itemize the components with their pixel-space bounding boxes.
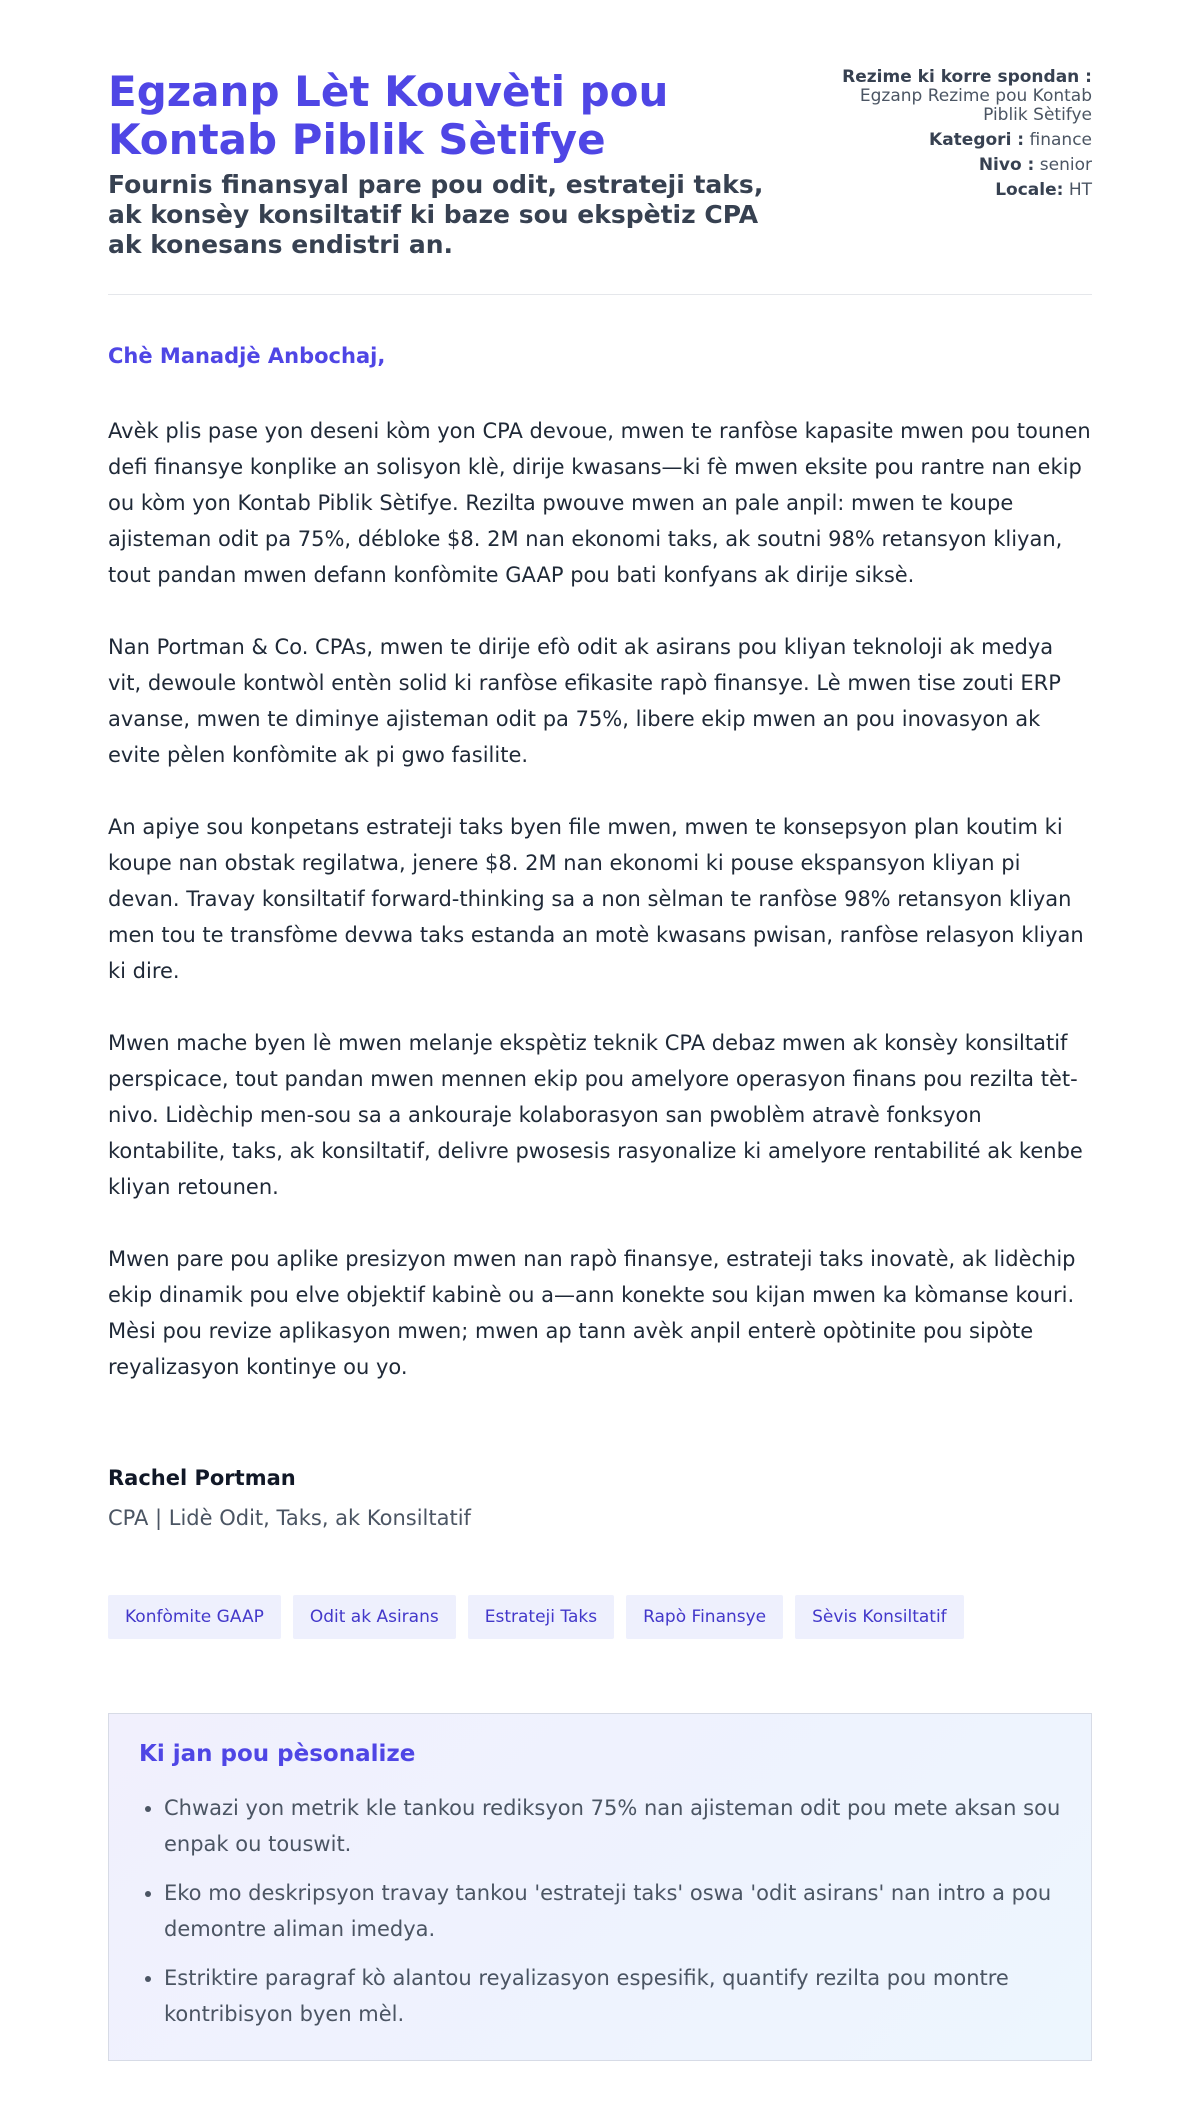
customize-title: Ki jan pou pèsonalize: [139, 1741, 416, 1767]
meta-panel: [842, 68, 1092, 206]
meta-locale-value: HT: [1068, 180, 1092, 200]
customize-tips-box: [108, 1713, 1092, 2061]
meta-locale-label: Locale:: [995, 180, 1064, 200]
tag-advisory-services: Sèvis Konsiltatif: [795, 1595, 964, 1639]
customize-item-2: • Eko mo deskripsyon travay tankou 'estrateji taks' oswa 'odit asirans' nan intro a pou demontre aliman imedya.: [164, 1875, 1061, 1947]
letter-body: [108, 343, 1092, 1385]
tag-gaap-compliance: Konfòmite GAAP: [108, 1595, 281, 1639]
meta-locale: [842, 181, 1092, 200]
salutation: Chè Manadjè Anbochaj,: [108, 344, 386, 368]
header-divider: [108, 294, 1092, 295]
meta-level-label: Nivo :: [978, 155, 1035, 175]
meta-level: [842, 156, 1092, 175]
page-header: [108, 68, 1092, 260]
signature-name: Rachel Portman: [108, 1466, 296, 1490]
page-title: Egzanp Lèt Kouvèti pou Kontab Piblik Sètifye: [108, 67, 669, 164]
customize-item-3: • Estriktire paragraf kò alantou reyalizasyon espesifik, quantify rezilta pou montre kontribisyon byen mèl.: [164, 1960, 1061, 2032]
customize-item-1: • Chwazi yon metrik kle tankou rediksyon 75% nan ajisteman odit pou mete aksan sou enpak ou touswit.: [164, 1790, 1061, 1862]
letter-paragraph-5: Mwen pare pou aplike presizyon mwen nan rapò finansye, estrateji taks inovatè, ak lidèchip ekip dinamik pou elve objektif kabinè ou a—ann konekte sou kijan mwen ka kòmanse kouri. Mèsi pou revize aplikasyon mwen; mwen ap tann avèk anpil enterè opòtinite pou sipòte reyalizasyon kontinye ou yo.: [108, 1247, 1076, 1379]
tag-financial-reporting: Rapò Finansye: [626, 1595, 783, 1639]
meta-category: [842, 131, 1092, 150]
meta-level-value: senior: [1039, 155, 1092, 175]
signature-block: [108, 1465, 1092, 1531]
tag-audit-assurance: Odit ak Asirans: [293, 1595, 456, 1639]
letter-paragraph-4: Mwen mache byen lè mwen melanje ekspètiz teknik CPA debaz mwen ak konsèy konsiltatif perspicace, tout pandan mwen mennen ekip pou amelyore operasyon finans pou rezilta tèt-nivo. Lidèchip men-sou sa a ankouraje kolaborasyon san pwoblèm atravè fonksyon kontabilite, taks, ak konsiltatif, delivre pwosesis rasyonalize ki amelyore rentabilité ak kenbe kliyan retounen.: [108, 1031, 1083, 1199]
tag-tax-strategy: Estrateji Taks: [468, 1595, 614, 1639]
signature-role: CPA | Lidè Odit, Taks, ak Konsiltatif: [108, 1506, 471, 1530]
letter-paragraph-1: Avèk plis pase yon deseni kòm yon CPA devoue, mwen te ranfòse kapasite mwen pou tounen defi finansye konplike an solisyon klè, dirije kwasans—ki fè mwen eksite pou rantre nan ekip ou kòm yon Kontab Piblik Sètifye. Rezilta pwouve mwen an pale anpil: mwen te koupe ajisteman odit pa 75%, débloke $8. 2M nan ekonomi taks, ak soutni 98% retansyon kliyan, tout pandan mwen defann konfòmite GAAP pou bati konfyans ak dirije siksè.: [108, 419, 1091, 587]
meta-summary: [842, 68, 1092, 125]
page-subtitle: Fournis finansyal pare pou odit, estrateji taks, ak konsèy konsiltatif ki baze sou ekspètiz CPA ak konesans endistri an.: [108, 170, 764, 259]
skill-tags: [108, 1595, 1092, 1639]
meta-category-label: Kategori :: [929, 130, 1025, 150]
title-block: [108, 68, 828, 260]
letter-paragraph-2: Nan Portman & Co. CPAs, mwen te dirije efò odit ak asirans pou kliyan teknoloji ak medya vit, dewoule kontwòl entèn solid ki ranfòse efikasite rapò finansye. Lè mwen tise zouti ERP avanse, mwen te diminye ajisteman odit pa 75%, libere ekip mwen an pou inovasyon ak evite pèlen konfòmite ak pi gwo fasilite.: [108, 635, 1061, 767]
meta-summary-label: Rezime ki korre spondan :: [842, 67, 1092, 87]
letter-paragraph-3: An apiye sou konpetans estrateji taks byen file mwen, mwen te konsepsyon plan koutim ki koupe nan obstak regilatwa, jenere $8. 2M nan ekonomi ki pouse ekspansyon kliyan pi devan. Travay konsiltatif forward-thinking sa a non sèlman te ranfòse 98% retansyon kliyan men tou te transfòme devwa taks estanda an motè kwasans pwisan, ranfòse relasyon kliyan ki dire.: [108, 815, 1084, 983]
customize-list: [139, 1790, 1061, 2032]
meta-category-value: finance: [1029, 130, 1092, 150]
meta-summary-value: Egzanp Rezime pou Kontab Piblik Sètifye: [859, 86, 1092, 125]
